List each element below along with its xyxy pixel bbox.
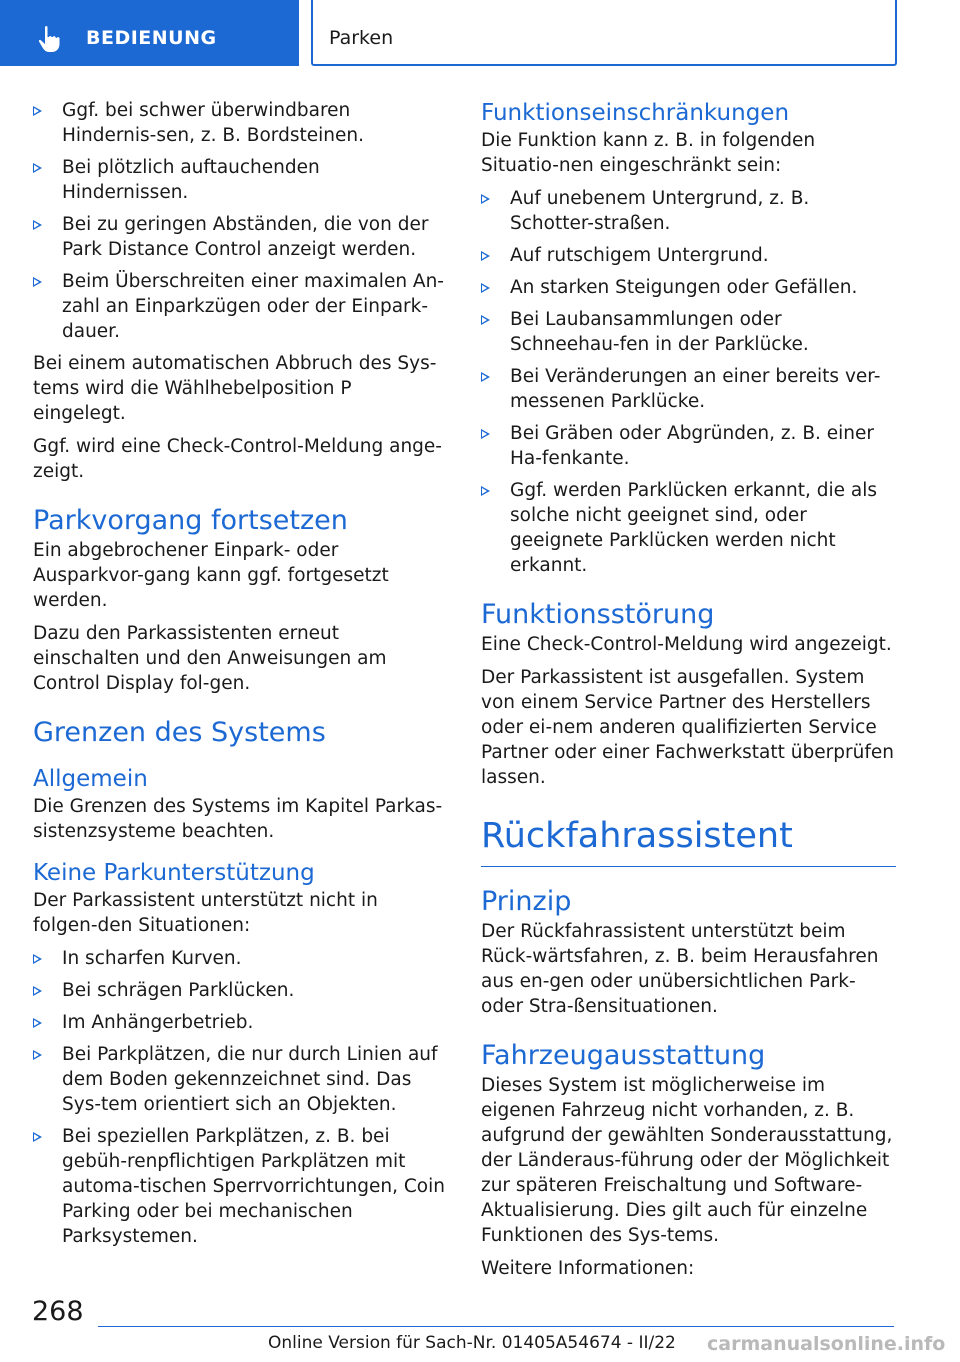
hand-pointer-icon [36,24,66,54]
heading-keine-parkunterstuetzung: Keine Parkunterstützung [33,860,315,886]
right-column [481,98,896,1289]
paragraph: Dazu den Parkassistenten erneut einschalten und den Anweisungen am Control Display fol-gen. [33,623,387,694]
abort-conditions-list [33,98,445,344]
paragraph: Bei einem automatischen Abbruch des Sys-tems wird die Wählhebelposition P eingelegt. [33,353,437,424]
paragraph: Die Grenzen des Systems im Kapitel Parkas-sistenzsysteme beachten. [33,796,443,842]
heading-allgemein: Allgemein [33,766,148,792]
heading-divider [481,866,896,867]
triangle-bullet-icon [481,429,490,439]
list-item: Beim Überschreiten einer maximalen An-zahl an Einparkzügen oder der Einpark-dauer. [33,269,445,344]
footer-divider [98,1326,894,1327]
header-section-title: Parken [329,27,394,49]
paragraph: Ggf. wird eine Check-Control-Meldung ange-zeigt. [33,436,442,482]
triangle-bullet-icon [33,1018,42,1028]
header-category-label: BEDIENUNG [86,27,217,49]
paragraph: Der Rückfahrassistent unterstützt beim Rück-wärtsfahren, z. B. beim Herausfahren aus en-gen oder unübersichtlichen Park- oder Stra-ßensituationen. [481,921,879,1017]
paragraph: Der Parkassistent ist ausgefallen. System von einem Service Partner des Herstellers oder ei-nem anderen qualifizierten Service Partner oder einer Fachwerkstatt überprüfen lassen. [481,667,894,788]
list-item: Bei zu geringen Abständen, die von der Park Distance Control anzeigt werden. [33,212,445,262]
list-item: Im Anhängerbetrieb. [33,1010,445,1035]
page-number: 268 [32,1296,84,1327]
list-item: Bei speziellen Parkplätzen, z. B. bei gebüh-renpflichtigen Parkplätzen mit automa-tischen Sperrvorrichtungen, Coin Parking oder bei mechanischen Parksystemen. [33,1124,445,1249]
triangle-bullet-icon [33,986,42,996]
triangle-bullet-icon [481,194,490,204]
heading-grenzen-des-systems: Grenzen des Systems [33,717,326,748]
list-item: Ggf. werden Parklücken erkannt, die als solche nicht geeignet sind, oder geeignete Parklücken werden nicht erkannt. [481,478,896,578]
paragraph: Ein abgebrochener Einpark- oder Ausparkvor-gang kann ggf. fortgesetzt werden. [33,540,389,611]
list-item: Bei plötzlich auftauchenden Hindernissen. [33,155,445,205]
heading-rueckfahrassistent: Rückfahrassistent [481,816,793,856]
triangle-bullet-icon [33,954,42,964]
header-section-box [311,0,897,66]
heading-parkvorgang-fortsetzen: Parkvorgang fortsetzen [33,505,348,536]
triangle-bullet-icon [481,486,490,496]
left-column [33,98,445,1256]
list-item: Bei schrägen Parklücken. [33,978,445,1003]
list-item: Bei Laubansammlungen oder Schneehau-fen in der Parklücke. [481,307,896,357]
list-item: Bei Gräben oder Abgründen, z. B. einer Ha-fenkante. [481,421,896,471]
triangle-bullet-icon [481,372,490,382]
header-category-tab[interactable] [0,0,299,66]
heading-funktionseinschraenkungen: Funktionseinschränkungen [481,100,790,126]
triangle-bullet-icon [33,106,42,116]
heading-prinzip: Prinzip [481,886,572,917]
triangle-bullet-icon [481,283,490,293]
triangle-bullet-icon [481,315,490,325]
limitations-list [481,186,896,578]
paragraph: Dieses System ist möglicherweise im eigenen Fahrzeug nicht vorhanden, z. B. aufgrund der gewählten Sonderausstattung, der Länderaus-führung oder der Möglichkeit zur späteren Freischaltung und Software-Aktualisierung. Dies gilt auch für einzelne Funktionen des Sys-tems. [481,1075,893,1246]
list-item: An starken Steigungen oder Gefällen. [481,275,896,300]
triangle-bullet-icon [33,277,42,287]
list-item: Bei Parkplätzen, die nur durch Linien auf dem Boden gekennzeichnet sind. Das Sys-tem orientiert sich an Objekten. [33,1042,445,1117]
heading-fahrzeugausstattung: Fahrzeugausstattung [481,1040,766,1071]
heading-funktionsstoerung: Funktionsstörung [481,599,715,630]
list-item: In scharfen Kurven. [33,946,445,971]
footer-text: Online Version für Sach-Nr. 01405A54674 - II/22 [268,1333,676,1353]
triangle-bullet-icon [33,1132,42,1142]
list-item: Bei Veränderungen an einer bereits ver-messenen Parklücke. [481,364,896,414]
triangle-bullet-icon [33,163,42,173]
watermark: carmanualsonline.info [707,1333,946,1355]
list-item: Ggf. bei schwer überwindbaren Hindernis-sen, z. B. Bordsteinen. [33,98,445,148]
paragraph: Die Funktion kann z. B. in folgenden Situatio-nen eingeschränkt sein: [481,130,816,176]
list-item: Auf rutschigem Untergrund. [481,243,896,268]
paragraph: Der Parkassistent unterstützt nicht in folgen-den Situationen: [33,890,378,936]
triangle-bullet-icon [33,1050,42,1060]
paragraph: Eine Check-Control-Meldung wird angezeigt. [481,634,892,655]
triangle-bullet-icon [481,251,490,261]
triangle-bullet-icon [33,220,42,230]
unsupported-situations-list [33,946,445,1249]
paragraph: Weitere Informationen: [481,1258,695,1279]
list-item: Auf unebenem Untergrund, z. B. Schotter-straßen. [481,186,896,236]
